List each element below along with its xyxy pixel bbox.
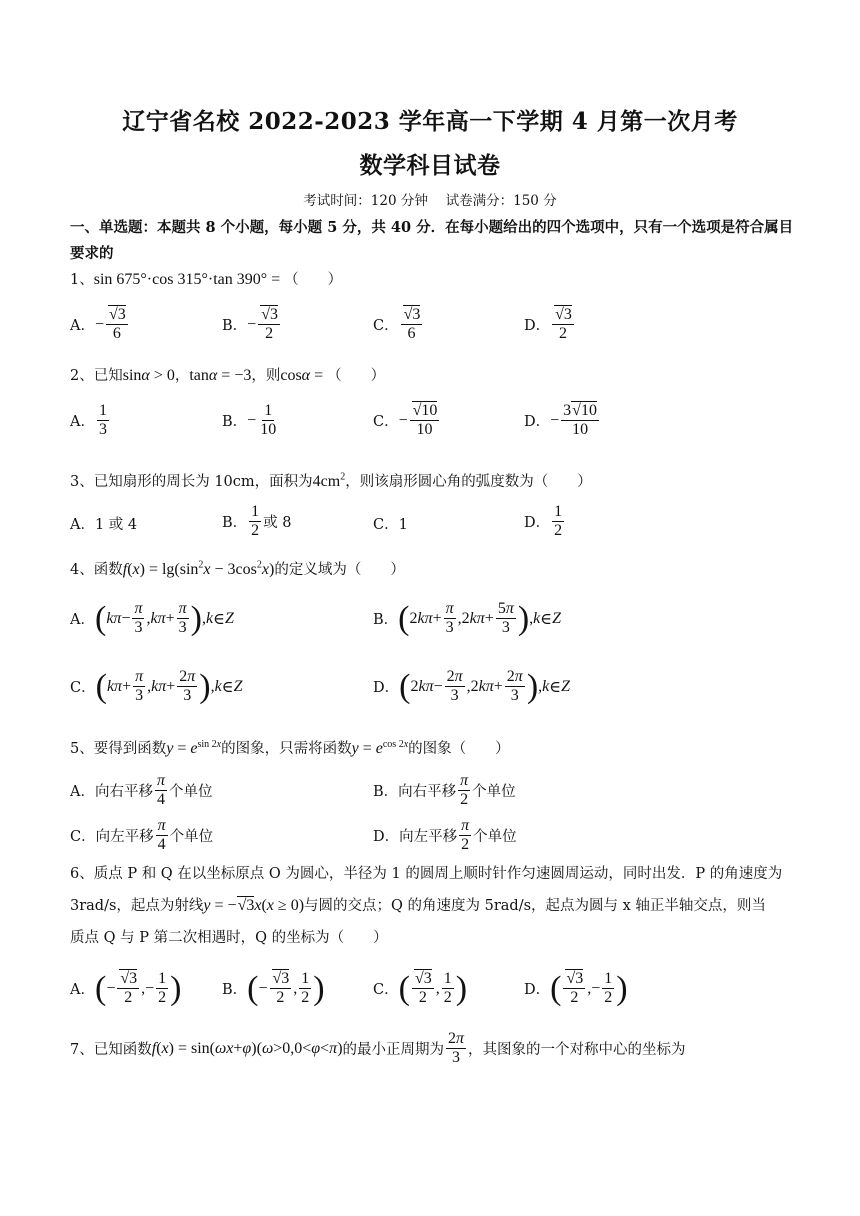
q5-option-d[interactable]: D．向左平移 $\frac{\pi}{2}$ 个单位 bbox=[373, 817, 517, 853]
q6-option-b[interactable]: B． ( − $\frac{√3}{2}$ , $\frac{1}{2}$ ) bbox=[222, 969, 325, 1007]
q5-option-c[interactable]: C．向左平移 $\frac{\pi}{4}$ 个单位 bbox=[70, 817, 214, 853]
q4-option-d[interactable]: D． ( 2 kπ − $\frac{2\pi}{3}$ ,2 kπ + $\frac{2\pi}{3}$ ) , k ∈ Z bbox=[373, 667, 570, 705]
q1-option-a[interactable]: A． − $\frac{√3}{6}$ bbox=[70, 306, 126, 342]
q6-option-a[interactable]: A． ( − $\frac{√3}{2}$ ,− $\frac{1}{2}$ ) bbox=[70, 969, 182, 1007]
q1-option-b[interactable]: B． − $\frac{√3}{2}$ bbox=[222, 306, 278, 342]
q3-option-c[interactable]: C．1 bbox=[373, 517, 408, 533]
exam-subtitle: 数学科目试卷 bbox=[359, 152, 501, 179]
question-7: 7、已知函数 f ( x ) = sin( ωx + φ )( ω >0,0< φ < π ) 的最小正周期为 $\frac{2\pi}{3}$ ，其图象的一个对称中心的坐标为 bbox=[70, 1030, 686, 1066]
q5-option-b[interactable]: B．向右平移 $\frac{\pi}{2}$ 个单位 bbox=[373, 772, 516, 808]
question-2: 2、已知sinα > 0，tanα = −3，则cosα = （ ） bbox=[70, 367, 386, 384]
q2-option-c[interactable]: C． − $\frac{√10}{10}$ bbox=[373, 402, 438, 438]
exam-title: 辽宁省名校 2022-2023 学年高一下学期 4 月第一次月考 bbox=[122, 108, 738, 135]
question-4: 4、函数$f(x) = \lg(\sin^2x - 3\cos^2x)$的定义域为（ ） bbox=[70, 559, 405, 578]
section-heading: 一、单选题：本题共 8 个小题，每小题 5 分，共 40 分．在每小题给出的四个选项中，只有一个选项是符合属目要求的 bbox=[70, 219, 794, 262]
question-5: 5、要得到函数$y = e^{sin 2x}$的图象，只需将函数$y = e^{cos 2x}$的图象（ ） bbox=[70, 739, 510, 757]
q6-option-d[interactable]: D． ( $\frac{√3}{2}$ ,− $\frac{1}{2}$ ) bbox=[524, 969, 628, 1007]
q2-option-b[interactable]: B． − $\frac{1}{10}$ bbox=[222, 402, 277, 438]
question-6: 6、质点 P 和 Q 在以坐标原点 O 为圆心，半径为 1 的圆周上顺时针作匀速圆周运动，同时出发．P 的角速度为 3rad/s，起点为射线y = −√3x(x ≥ 0)与圆的交点；Q 的角速度为 5rad/s，起点为圆与 x 轴正半轴交点，则当 质点 Q 与 P 第二次相遇时，Q 的坐标为（ ） bbox=[70, 866, 783, 946]
q4-option-c[interactable]: C． ( kπ + $\frac{\pi}{3}$ , kπ + $\frac{2\pi}{3}$ ) , k ∈ Z bbox=[70, 667, 243, 705]
q3-option-b[interactable]: B． $\frac{1}{2}$ 或 8 bbox=[222, 503, 292, 539]
q4-option-a[interactable]: A． ( kπ − $\frac{\pi}{3}$ , kπ + $\frac{\pi}{3}$ ) , k ∈ Z bbox=[70, 599, 234, 637]
q3-option-d[interactable]: D． $\frac{1}{2}$ bbox=[524, 503, 563, 539]
q6-option-c[interactable]: C． ( $\frac{√3}{2}$ , $\frac{1}{2}$ ) bbox=[373, 969, 468, 1007]
exam-info: 考试时间：120 分钟 试卷满分：150 分 bbox=[303, 193, 557, 209]
q5-option-a[interactable]: A．向右平移 $\frac{\pi}{4}$ 个单位 bbox=[70, 772, 213, 808]
question-3: 3、已知扇形的周长为 10cm，面积为$4cm^2$，则该扇形圆心角的弧度数为（ ） bbox=[70, 471, 592, 490]
q1-option-c[interactable]: C． $\frac{√3}{6}$ bbox=[373, 306, 421, 342]
q4-option-b[interactable]: B． ( 2 kπ + $\frac{\pi}{3}$ ,2 kπ + $\frac{5\pi}{3}$ ) , k ∈ Z bbox=[373, 599, 562, 637]
q1-option-d[interactable]: D． $\frac{√3}{2}$ bbox=[524, 306, 572, 342]
q2-option-a[interactable]: A． $\frac{1}{3}$ bbox=[70, 402, 107, 438]
question-1: 1、sin 675°·cos 315°·tan 390° = （ ） bbox=[70, 271, 343, 288]
q2-option-d[interactable]: D． − $\frac{3√10}{10}$ bbox=[524, 402, 597, 438]
q3-option-a[interactable]: A．1 或 4 bbox=[70, 517, 138, 533]
